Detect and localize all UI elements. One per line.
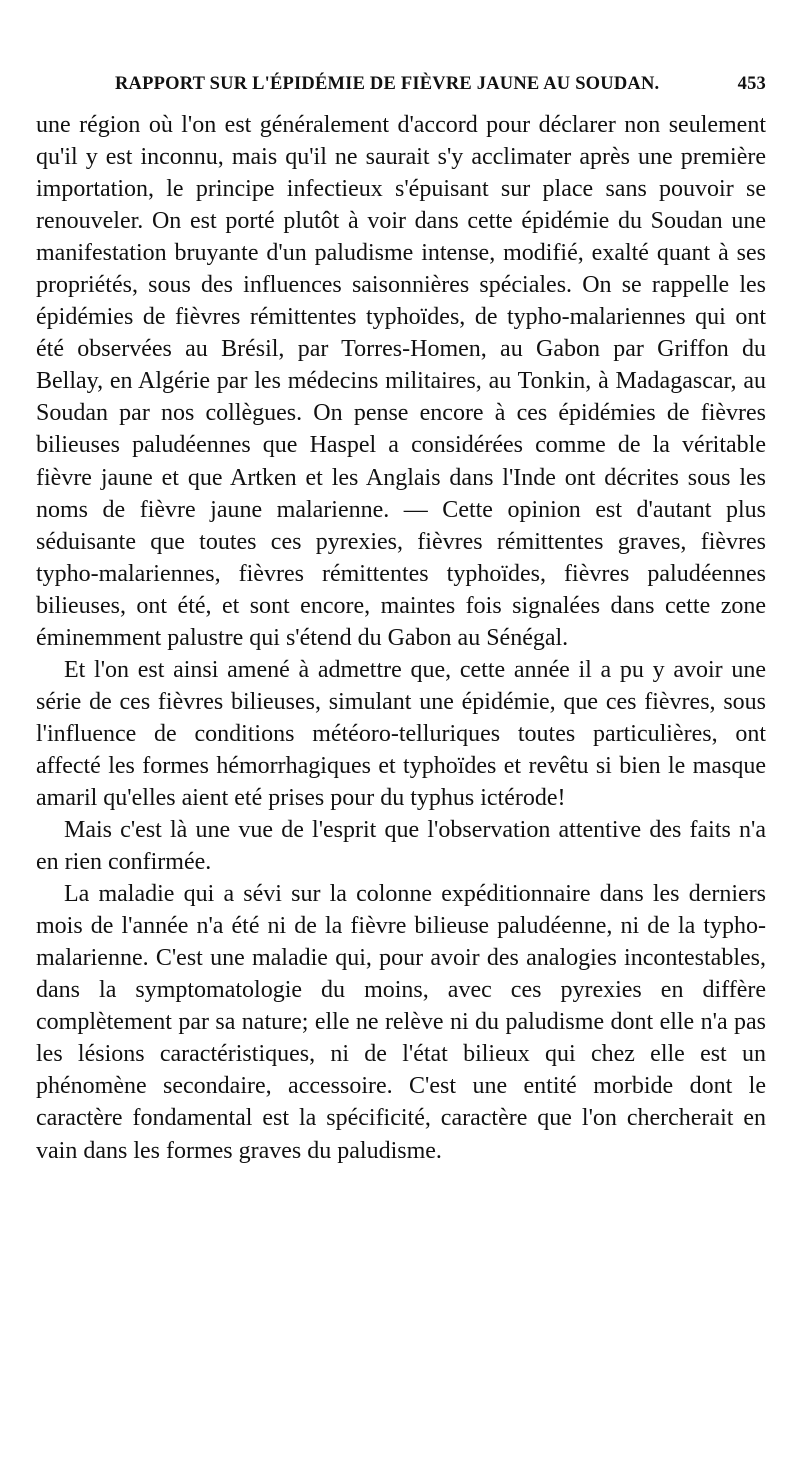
paragraph: Et l'on est ainsi amené à admettre que, cette année il a pu y avoir une série de ces fièvres bilieuses, simulant une épidémie, que ces fièvres, sous l'influence de conditions météoro-telluriques toutes particulières, ont affecté les formes hémorrhagiques et typhoïdes et revêtu si bien le masque amaril qu'elles aient eté prises pour du typhus ictérode! — [36, 656, 766, 811]
body-text — [36, 109, 766, 1167]
paragraph: La maladie qui a sévi sur la colonne expéditionnaire dans les derniers mois de l'année n'a été ni de la fièvre bilieuse paludéenne, ni de la typho-malarienne. C'est une maladie qui, pour avoir des analogies incontestables, dans la symptomatologie du moins, avec ces pyrexies en diffère complètement par sa nature; elle ne relève ni du paludisme dont elle n'a pas les lésions caractéristiques, ni de l'état bilieux qui chez elle est un phénomène secondaire, accessoire. C'est une entité morbide dont le caractère fondamental est la spécificité, caractère que l'on chercherait en vain dans les formes graves du paludisme. — [36, 881, 766, 1164]
running-head — [36, 74, 766, 98]
running-title: RAPPORT SUR L'ÉPIDÉMIE DE FIÈVRE JAUNE AU SOUDAN. — [115, 74, 660, 94]
paragraph: Mais c'est là une vue de l'esprit que l'observation attentive des faits n'a en rien confirmée. — [36, 817, 766, 876]
page-number: 453 — [737, 74, 766, 94]
paragraph-continued: une région où l'on est généralement d'accord pour déclarer non seulement qu'il y est inconnu, mais qu'il ne saurait s'y acclimater après une première importation, le principe infectieux s'épuisant sur place sans pouvoir se renouveler. On est porté plutôt à voir dans cette épidémie du Soudan une manifestation bruyante d'un paludisme intense, modifié, exalté quant à ses propriétés, sous des influences saisonnières spéciales. On se rappelle les épidémies de fièvres rémittentes typhoïdes, de typho-malariennes qui ont été observées au Brésil, par Torres-Homen, au Gabon par Griffon du Bellay, en Algérie par les médecins militaires, au Tonkin, à Madagascar, au Soudan par nos collègues. On pense encore à ces épidémies de fièvres bilieuses paludéennes que Haspel a considérées comme de la véritable fièvre jaune et que Artken et les Anglais dans l'Inde ont décrites sous les noms de fièvre jaune malarienne. — Cette opinion est d'autant plus séduisante que toutes ces pyrexies, fièvres rémittentes graves, fièvres typho-malariennes, fièvres rémittentes typhoïdes, fièvres paludéennes bilieuses, ont été, et sont encore, maintes fois signalées dans cette zone éminemment palustre qui s'étend du Gabon au Sénégal. — [36, 112, 766, 651]
